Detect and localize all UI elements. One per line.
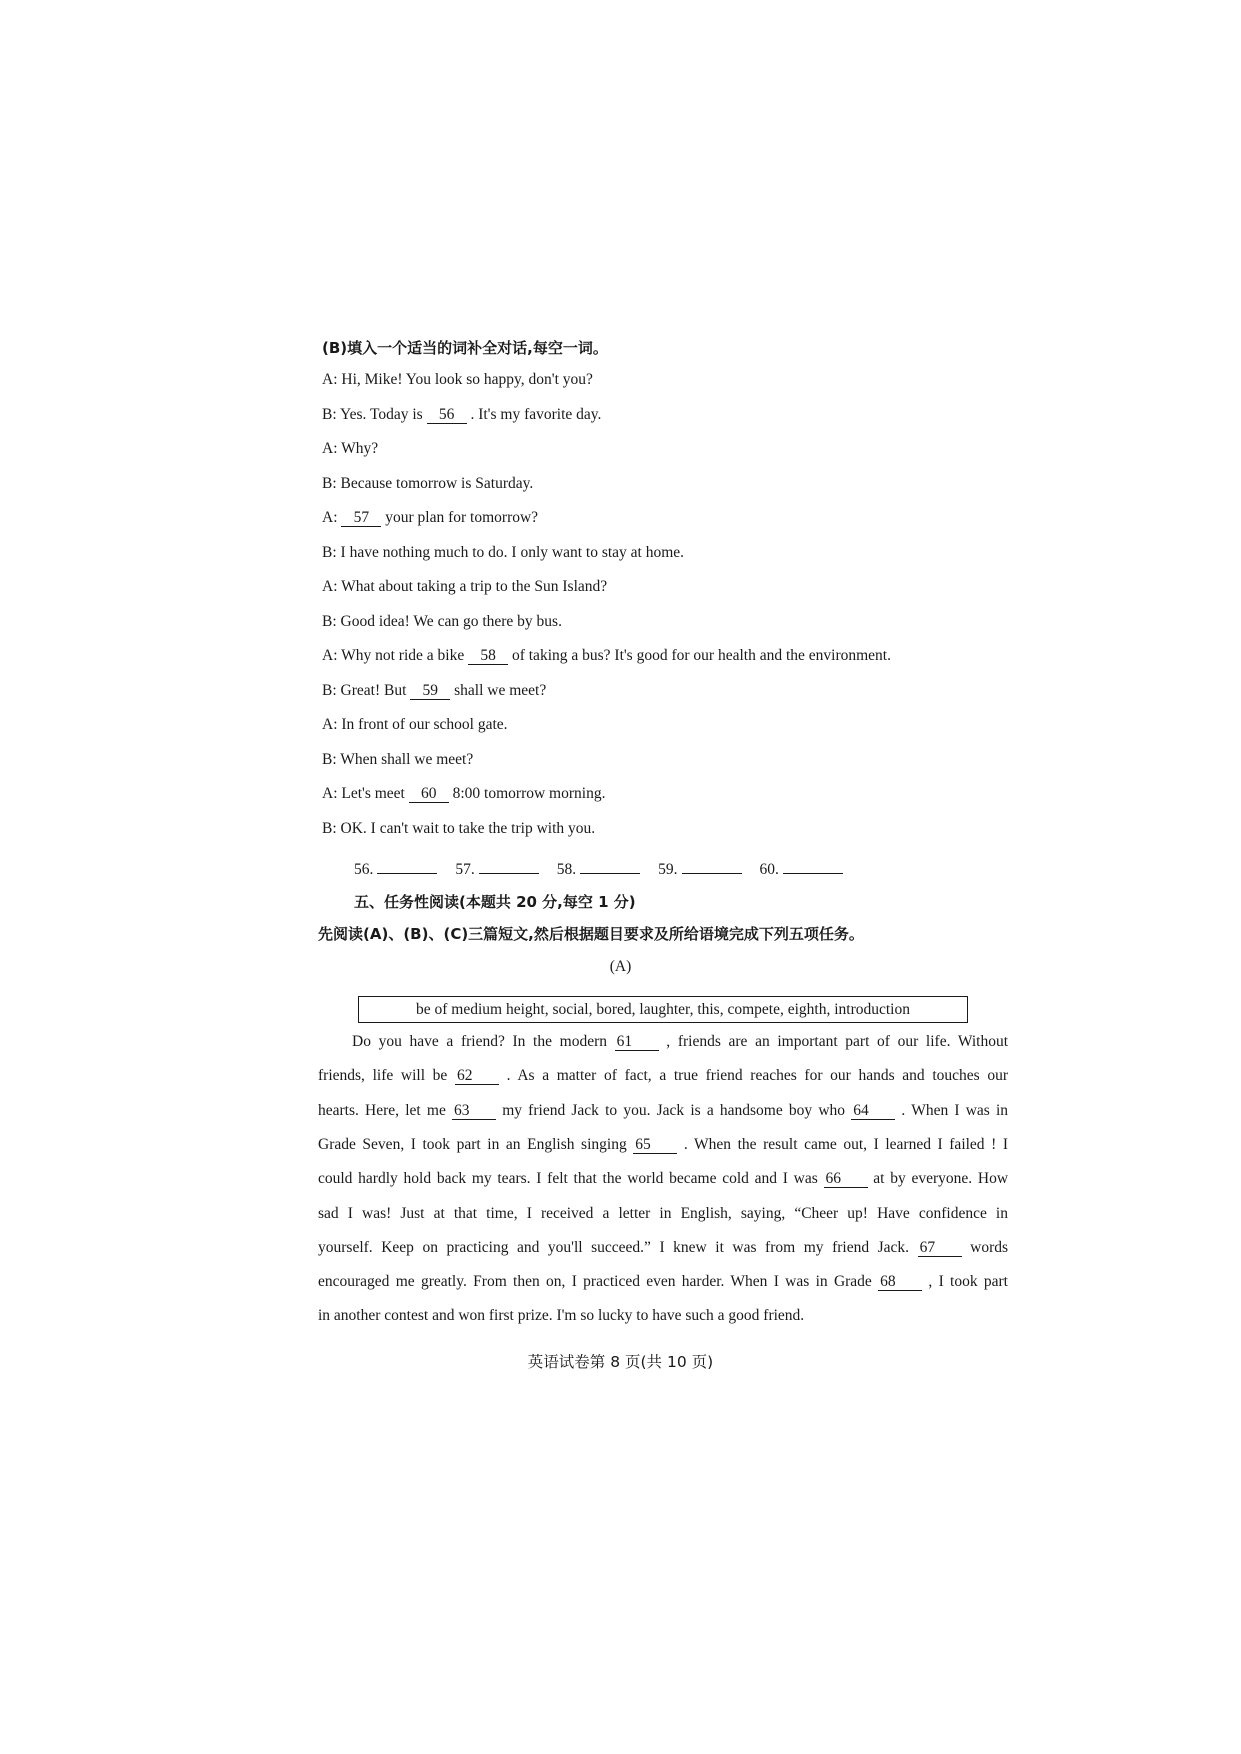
answer-row: [354, 861, 861, 879]
blank-number: 66: [824, 1170, 868, 1188]
answer-line[interactable]: [580, 873, 640, 874]
dialogue-text: shall we meet?: [454, 681, 547, 699]
passage-text: . When the result came out, I learned I failed ! I: [683, 1135, 1009, 1153]
passage-text: could hardly hold back my tears. I felt that the world became cold and I was: [318, 1170, 818, 1188]
answer-label: 60.: [759, 861, 779, 878]
speaker-label: A:: [322, 785, 342, 802]
passage-line: [318, 1169, 1008, 1189]
dialogue-line: [322, 370, 593, 390]
speaker-label: B:: [322, 819, 341, 837]
answer-line[interactable]: [783, 873, 843, 874]
passage-text: my friend Jack to you. Jack is a handsome boy who: [502, 1101, 846, 1119]
blank-number: 63: [452, 1102, 496, 1120]
blank-number: 57: [341, 509, 381, 527]
passage-text: , I took part: [928, 1273, 1008, 1291]
speaker-label: A:: [322, 371, 342, 388]
dialogue-text: your plan for tomorrow?: [385, 509, 539, 526]
passage-text: encouraged me greatly. From then on, I practiced even harder. When I was in Grade: [318, 1273, 872, 1291]
blank-number: 68: [878, 1273, 922, 1291]
speaker-label: B:: [322, 543, 341, 561]
dialogue-text: Great! But: [340, 681, 407, 699]
blank-number: 60: [409, 785, 449, 803]
speaker-label: B:: [322, 681, 341, 699]
dialogue-line: [322, 681, 546, 701]
dialogue-text: Why not ride a bike: [341, 647, 465, 664]
section-b-heading: (B)填入一个适当的词补全对话,每空一词。: [322, 339, 608, 357]
passage-line: [318, 1204, 1008, 1224]
dialogue-line: [322, 750, 473, 770]
blank-number: 65: [633, 1136, 677, 1154]
answer-label: 59.: [658, 861, 678, 878]
blank-number: 58: [468, 647, 508, 665]
passage-text: in another contest and won first prize. I'm so lucky to have such a good friend.: [318, 1307, 805, 1325]
dialogue-line: [322, 508, 538, 528]
passage-text: at by everyone. How: [873, 1170, 1009, 1188]
dialogue-line: [322, 784, 605, 804]
speaker-label: A:: [322, 647, 342, 664]
dialogue-text: of taking a bus? It's good for our health and the environment.: [511, 647, 891, 664]
answer-blank[interactable]: [354, 861, 437, 879]
dialogue-text: OK. I can't wait to take the trip with you.: [340, 819, 596, 837]
passage-line: [318, 1272, 1008, 1292]
page-footer: 英语试卷第 8 页(共 10 页): [527, 1353, 714, 1371]
speaker-label: B:: [322, 750, 341, 768]
passage-line: [318, 1238, 1008, 1258]
dialogue-text: Because tomorrow is Saturday.: [340, 474, 534, 492]
passage-text: yourself. Keep on practicing and you'll succeed.” I knew it was from my friend Jack.: [318, 1238, 910, 1256]
passage-text: . As a matter of fact, a true friend reaches for our hands and touches our: [506, 1067, 1009, 1085]
passage-text: hearts. Here, let me: [318, 1101, 446, 1119]
passage-line: [318, 1032, 1008, 1052]
dialogue-text: In front of our school gate.: [341, 716, 508, 733]
answer-label: 58.: [556, 861, 577, 878]
section5-heading: 五、任务性阅读(本题共 20 分,每空 1 分): [354, 893, 636, 911]
dialogue-text: I have nothing much to do. I only want to stay at home.: [340, 543, 685, 561]
dialogue-line: [322, 543, 684, 563]
answer-blank[interactable]: [658, 861, 741, 879]
dialogue-line: [322, 612, 562, 632]
dialogue-line: [322, 405, 601, 425]
passage-text: . When I was in: [901, 1101, 1009, 1119]
dialogue-text: Why?: [341, 440, 379, 457]
blank-number: 61: [615, 1033, 659, 1051]
answer-label: 57.: [455, 861, 475, 878]
speaker-label: B:: [322, 474, 341, 492]
dialogue-text: When shall we meet?: [340, 750, 474, 768]
passage-line: [318, 1306, 1008, 1326]
passage-line: [318, 1066, 1008, 1086]
speaker-label: A:: [322, 440, 342, 457]
passage-text: sad I was! Just at that time, I received a letter in English, saying, “Cheer up! Have confidence in: [318, 1204, 1008, 1222]
blank-number: 56: [427, 406, 467, 424]
blank-number: 59: [410, 682, 450, 700]
passage-text: friends, life will be: [318, 1067, 448, 1085]
speaker-label: A:: [322, 578, 342, 595]
answer-line[interactable]: [682, 873, 742, 874]
dialogue-text: Let's meet: [341, 785, 405, 802]
speaker-label: B:: [322, 612, 341, 630]
passage-line: [318, 1101, 1008, 1121]
dialogue-text: Good idea! We can go there by bus.: [340, 612, 562, 630]
dialogue-line: [322, 577, 607, 597]
dialogue-text: What about taking a trip to the Sun Island?: [341, 578, 608, 595]
passage-a-label: (A): [609, 958, 632, 975]
dialogue-line: [322, 819, 595, 839]
answer-blank[interactable]: [455, 861, 538, 879]
speaker-label: B:: [322, 405, 340, 423]
blank-number: 64: [851, 1102, 895, 1120]
answer-line[interactable]: [479, 873, 539, 874]
dialogue-line: [322, 715, 508, 735]
answer-blank[interactable]: [760, 861, 843, 879]
section5-instruction: 先阅读(A)、(B)、(C)三篇短文,然后根据题目要求及所给语境完成下列五项任务。: [318, 925, 864, 943]
passage-text: , friends are an important part of our life. Without: [666, 1033, 1008, 1050]
word-box: be of medium height, social, bored, laughter, this, compete, eighth, introduction: [358, 996, 968, 1023]
dialogue-line: [322, 474, 533, 494]
answer-blank[interactable]: [557, 861, 640, 879]
passage-text: words: [970, 1238, 1009, 1256]
blank-number: 62: [455, 1067, 499, 1085]
answer-label: 56.: [354, 861, 374, 878]
answer-line[interactable]: [377, 873, 437, 874]
blank-number: 67: [918, 1239, 962, 1257]
speaker-label: A:: [322, 716, 342, 733]
dialogue-text: 8:00 tomorrow morning.: [452, 785, 606, 802]
dialogue-text: Hi, Mike! You look so happy, don't you?: [341, 371, 593, 388]
dialogue-line: [322, 646, 891, 666]
dialogue-text: Yes. Today is: [339, 405, 423, 423]
passage-text: Do you have a friend? In the modern: [352, 1033, 607, 1050]
passage-text: Grade Seven, I took part in an English singing: [318, 1135, 627, 1153]
dialogue-text: . It's my favorite day.: [470, 405, 602, 423]
dialogue-line: [322, 439, 378, 459]
passage-line: [318, 1135, 1008, 1155]
speaker-label: A:: [322, 509, 342, 526]
